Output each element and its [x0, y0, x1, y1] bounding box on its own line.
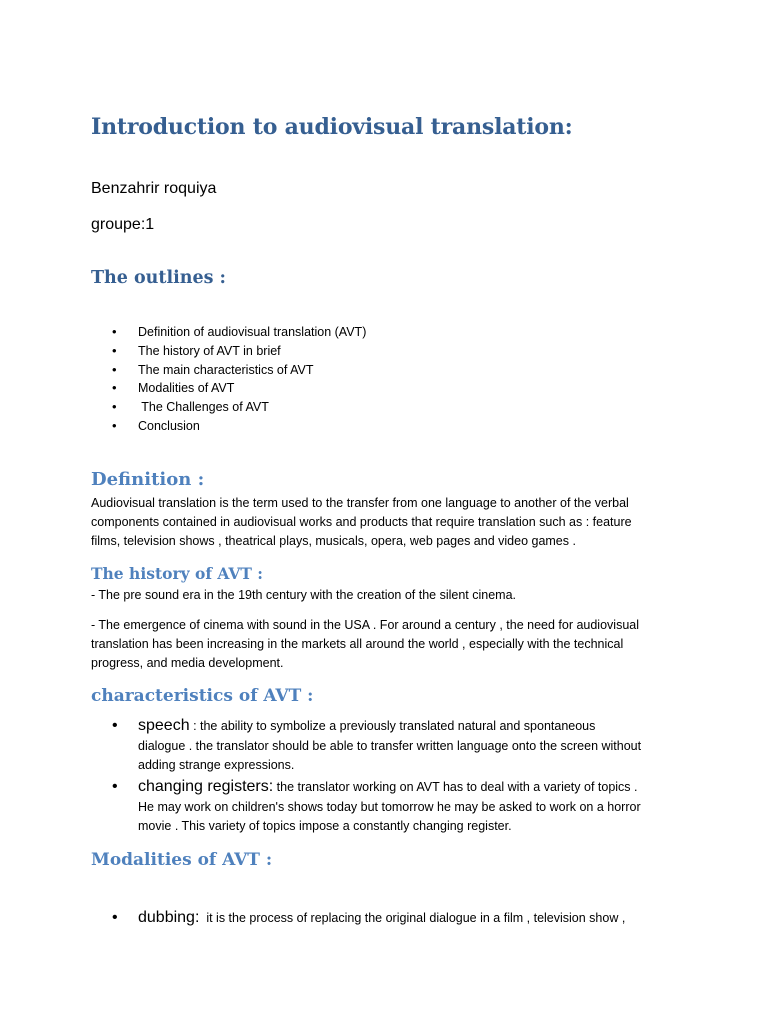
list-item [112, 379, 366, 398]
term-description: : the ability to symbolize a previously translated natural and spontaneous [189, 719, 596, 733]
term-label: speech [138, 717, 190, 734]
outline-item-label: Modalities of AVT [138, 381, 235, 396]
bullet-icon: • [112, 778, 118, 795]
text-line: movie . This variety of topics impose a constantly changing register. [138, 819, 512, 833]
group-label: groupe:1 [91, 216, 155, 233]
term-description: it is the process of replacing the original dialogue in a film , television show , [199, 911, 626, 925]
text-line: He may work on children's shows today but tomorrow he may be asked to work on a horror [138, 799, 641, 814]
text-line: adding strange expressions. [138, 758, 295, 772]
text-line: - The pre sound era in the 19th century with the creation of the silent cinema. [91, 588, 517, 602]
definition-paragraph [91, 494, 681, 551]
list-item [112, 777, 692, 837]
text-line: components contained in audiovisual works and products that require translation such as : feature [91, 515, 632, 529]
term-label: dubbing: [138, 909, 200, 926]
list-item [112, 716, 692, 776]
term-description: the translator working on AVT has to deal with a variety of topics . [273, 780, 638, 794]
bullet-icon: • [112, 324, 117, 339]
text-line: Audiovisual translation is the term used to the transfer from one language to another of the verbal [91, 496, 629, 510]
characteristics-heading: characteristics of AVT : [91, 686, 314, 706]
document-title: Introduction to audiovisual translation: [91, 114, 573, 140]
text-line: - The emergence of cinema with sound in the USA . For around a century , the need for audiovisual [91, 618, 639, 632]
outlines-heading: The outlines : [91, 268, 227, 288]
text-line: translation has been increasing in the markets all around the world , especially with the technical [91, 637, 624, 651]
outline-item-label: The main characteristics of AVT [138, 362, 314, 377]
list-item [112, 908, 692, 930]
outline-item-label: Conclusion [138, 418, 200, 433]
outline-list [112, 323, 366, 436]
outline-item-label: The history of AVT in brief [138, 343, 281, 358]
outline-item-label: The Challenges of AVT [138, 400, 269, 415]
term-label: changing registers: [138, 778, 274, 795]
list-item [112, 361, 366, 380]
bullet-icon: • [112, 417, 117, 433]
bullet-icon: • [112, 717, 118, 734]
list-item [112, 323, 366, 342]
definition-heading: Definition : [91, 469, 205, 490]
modalities-heading: Modalities of AVT : [91, 850, 273, 870]
list-item [112, 398, 366, 417]
bullet-icon: • [112, 380, 117, 396]
author-name: Benzahrir roquiya [91, 180, 217, 197]
list-item [112, 417, 366, 436]
list-item [112, 342, 366, 361]
bullet-icon: • [112, 399, 117, 415]
bullet-icon: • [112, 342, 117, 358]
text-line: dialogue . the translator should be able to transfer written language onto the screen without [138, 738, 642, 753]
history-paragraph-2 [91, 616, 681, 673]
outline-item-label: Definition of audiovisual translation (AVT) [138, 325, 367, 339]
bullet-icon: • [112, 909, 118, 926]
bullet-icon: • [112, 361, 117, 377]
history-paragraph-1 [91, 586, 681, 605]
history-heading: The history of AVT : [91, 564, 263, 583]
text-line: films, television shows , theatrical plays, musicals, opera, web pages and video games . [91, 534, 576, 548]
text-line: progress, and media development. [91, 656, 284, 670]
